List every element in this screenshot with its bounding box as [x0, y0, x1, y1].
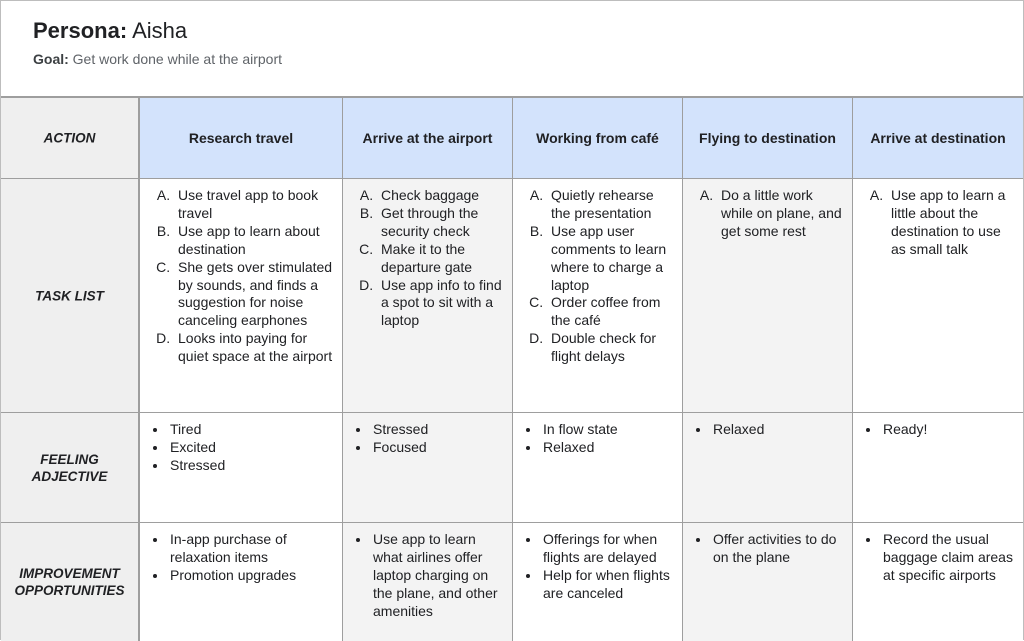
stage-header-cell [683, 98, 853, 178]
task-cell [853, 179, 1023, 412]
feeling-cell [683, 413, 853, 522]
improvement-item: • Offer activities to do on the plane [711, 531, 844, 567]
goal-label: Goal: [33, 51, 69, 67]
task-list [140, 179, 342, 366]
persona-label: Persona: [33, 18, 128, 43]
improvement-list [853, 523, 1023, 585]
row-label-action: ACTION [43, 130, 96, 146]
row-label-improvement: IMPROVEMENT OPPORTUNITIES [14, 566, 125, 598]
stage-header-cell [140, 98, 343, 178]
task-item: B. Use app user comments to learn where to charge a laptop [547, 223, 674, 295]
row-label-cell [1, 413, 140, 522]
feeling-item: • Stressed [371, 421, 504, 439]
stage-header-cell [853, 98, 1023, 178]
feeling-item: • Tired [168, 421, 334, 439]
improvement-item: • Promotion upgrades [168, 567, 334, 585]
journey-table [1, 96, 1023, 641]
improvement-item: • Use app to learn what airlines offer laptop charging on the plane, and other amenities [371, 531, 504, 621]
improvement-item: • In-app purchase of relaxation items [168, 531, 334, 567]
row-label-feeling: FEELING ADJECTIVE [31, 451, 108, 484]
feeling-item: • Excited [168, 439, 334, 457]
feeling-item: • Relaxed [541, 439, 674, 457]
task-item: A. Quietly rehearse the presentation [547, 187, 674, 223]
task-item: B. Get through the security check [377, 205, 504, 241]
goal-text: Get work done while at the airport [72, 51, 283, 67]
stage-title: Arrive at destination [870, 130, 1006, 146]
improvement-cell [140, 523, 343, 641]
feeling-list [853, 413, 1023, 439]
task-item: D. Double check for flight delays [547, 330, 674, 366]
feeling-list [140, 413, 342, 475]
feeling-list [513, 413, 682, 457]
feeling-item: • Focused [371, 439, 504, 457]
task-list [853, 179, 1023, 259]
feeling-cell [513, 413, 683, 522]
feeling-cell [343, 413, 513, 522]
feeling-item: • In flow state [541, 421, 674, 439]
improvement-cell [683, 523, 853, 641]
task-item: B. Use app to learn about destination [174, 223, 334, 259]
persona-title [33, 17, 282, 45]
stage-title: Arrive at the airport [362, 130, 493, 146]
improvement-list [140, 523, 342, 585]
stage-title: Research travel [188, 130, 294, 146]
task-list-row [1, 179, 1023, 413]
feeling-item: • Stressed [168, 457, 334, 475]
feeling-list [343, 413, 512, 457]
improvement-list [513, 523, 682, 603]
task-item: C. Order coffee from the café [547, 294, 674, 330]
task-item: D. Use app info to find a spot to sit with a laptop [377, 277, 504, 331]
row-label-cell [1, 179, 140, 412]
task-item: A. Use app to learn a little about the destination to use as small talk [887, 187, 1015, 259]
task-item: D. Looks into paying for quiet space at the airport [174, 330, 334, 366]
feeling-row [1, 413, 1023, 523]
task-item: C. She gets over stimulated by sounds, and finds a suggestion for noise canceling earphones [174, 259, 334, 331]
stage-title: Working from café [536, 130, 659, 146]
improvement-item: • Offerings for when flights are delayed [541, 531, 674, 567]
feeling-list [683, 413, 852, 439]
improvement-list [683, 523, 852, 567]
improvement-cell [343, 523, 513, 641]
task-list [683, 179, 852, 241]
task-item: A. Check baggage [377, 187, 504, 205]
improvement-row [1, 523, 1023, 641]
feeling-cell [853, 413, 1023, 522]
stage-title: Flying to destination [699, 130, 836, 146]
persona-name: Aisha [132, 18, 188, 43]
persona-header [33, 17, 282, 67]
goal-line [33, 51, 282, 67]
row-label-task-list: TASK LIST [35, 288, 104, 303]
task-item: A. Use travel app to book travel [174, 187, 334, 223]
improvement-item: • Help for when flights are canceled [541, 567, 674, 603]
task-item: C. Make it to the departure gate [377, 241, 504, 277]
feeling-item: • Relaxed [711, 421, 844, 439]
stage-header-cell [343, 98, 513, 178]
feeling-cell [140, 413, 343, 522]
task-cell [683, 179, 853, 412]
task-list [513, 179, 682, 366]
task-cell [140, 179, 343, 412]
feeling-item: • Ready! [881, 421, 1015, 439]
improvement-cell [513, 523, 683, 641]
task-item: A. Do a little work while on plane, and get some rest [717, 187, 844, 241]
action-row [1, 98, 1023, 179]
task-list [343, 179, 512, 330]
row-label-cell [1, 523, 140, 641]
improvement-item: • Record the usual baggage claim areas at specific airports [881, 531, 1015, 585]
task-cell [513, 179, 683, 412]
improvement-list [343, 523, 512, 621]
task-cell [343, 179, 513, 412]
row-label-cell [1, 98, 140, 178]
improvement-cell [853, 523, 1023, 641]
stage-header-cell [513, 98, 683, 178]
